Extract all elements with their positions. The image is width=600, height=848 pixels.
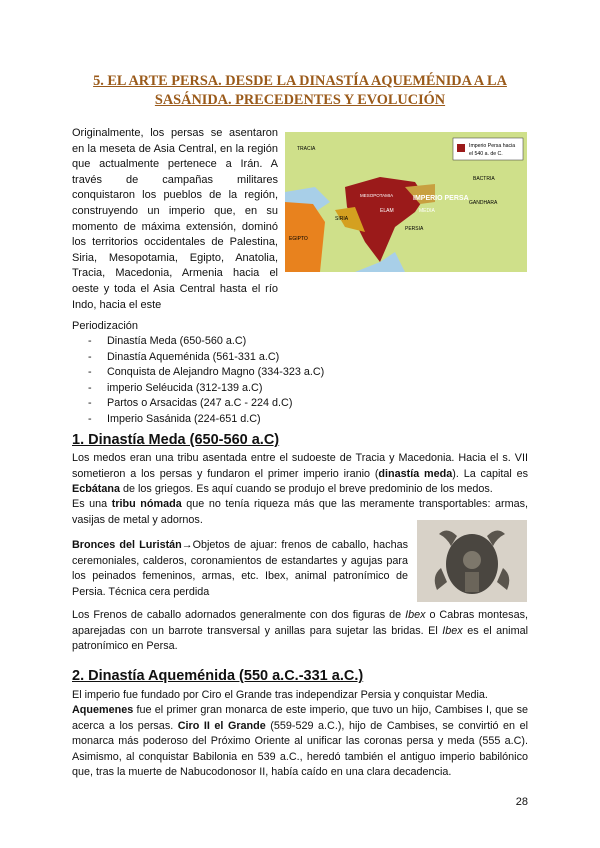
periodizacion-item: - Dinastía Aqueménida (561-331 a.C)	[88, 350, 324, 366]
map-label-tracia: TRACIA	[297, 146, 316, 152]
page-number: 28	[515, 796, 528, 808]
map-legend-line2: el 540 a. de C.	[469, 151, 503, 157]
map-label-elam: ELAM	[380, 208, 394, 214]
section1-paragraph2: Es una tribu nómada que no tenía riqueza más que las meramente transportables: armas, vasijas de metal y adornos.	[72, 498, 528, 526]
map-legend-line1: Imperio Persa hacia	[469, 143, 516, 149]
luristan-bronze-image	[417, 520, 527, 602]
persian-empire-map	[285, 132, 527, 272]
periodizacion-item: - Imperio Sasánida (224-651 d.C)	[88, 412, 324, 428]
map-legend-swatch	[457, 144, 465, 152]
map-label-bactria: BACTRIA	[473, 176, 495, 182]
map-label-egipto: EGIPTO	[289, 236, 308, 242]
page-title: 5. EL ARTE PERSA. DESDE LA DINASTÍA AQUEMÉNIDA A LA SASÁNIDA. PRECEDENTES Y EVOLUCIÓN	[93, 73, 507, 108]
section1-paragraph3: Los Frenos de caballo adornados generalmente con dos figuras de Ibex o Cabras montesas, aparejadas con un barrote transversal y anillas para sujetar las bridas. El Ibex es el animal patronímico en Persa.	[72, 609, 528, 652]
map-label-persia: PERSIA	[405, 226, 424, 232]
map-label-mesopotamia: MESOPOTAMIA	[360, 193, 394, 198]
section2-paragraph1: El imperio fue fundado por Ciro el Grande tras independizar Persia y conquistar Media.	[72, 689, 488, 701]
map-label-media: MEDIA	[419, 208, 435, 214]
section2-heading: 2. Dinastía Aqueménida (550 a.C.-331 a.C.)	[72, 668, 364, 684]
section1-heading: 1. Dinastía Meda (650-560 a.C)	[72, 432, 280, 448]
bronzes-paragraph: Bronces del Luristán→Objetos de ajuar: frenos de caballo, hachas ceremoniales, calderos, coronamientos de estandartes y agujas para los peinados femeninos, armas, etc. Ibex, animal patronímico de Persia. Técnica cera perdida	[72, 539, 408, 598]
map-label-gandhara: GANDHARA	[469, 200, 498, 206]
intro-paragraph: Originalmente, los persas se asentaron en la meseta de Asia Central, en la región que actualmente pertenece a Irán. A través de campañas militares conquistaron los pueblos de la región, construyendo un imperio que, en su momento de máxima extensión, dominó los territorios occidentales de Palestina, Siria, Mesopotamia, Egipto, Anatolia, Tracia, Macedonia, Armenia hacia el oeste y toda el Asia Central hasta el río Indo, hacia el este	[72, 127, 278, 311]
map-label-siria: SIRIA	[335, 216, 349, 222]
periodizacion-item: - Conquista de Alejandro Magno (334-323 a.C)	[88, 365, 324, 381]
periodizacion-item: - Dinastía Meda (650-560 a.C)	[88, 334, 324, 350]
section1-paragraph1: Los medos eran una tribu asentada entre el sudoeste de Tracia y Macedonia. Hacia el s. VII sometieron a los persas y fundaron el primer imperio iranio (dinastía meda). La capital es Ecbátana de los griegos. Es aquí cuando se produjo el breve predominio de los medos.	[72, 452, 528, 495]
periodizacion-label: Periodización	[72, 320, 139, 332]
periodizacion-item: - imperio Seléucida (312-139 a.C)	[88, 381, 324, 397]
map-label-imperio: IMPERIO PERSA	[413, 195, 469, 202]
periodizacion-list	[88, 334, 324, 428]
periodizacion-item: - Partos o Arsacidas (247 a.C - 224 d.C)	[88, 396, 324, 412]
section2-paragraph2: Aquemenes fue el primer gran monarca de este imperio, que tuvo un hijo, Cambises I, que se acerca a los persas. Ciro II el Grande (559-529 a.C.), hijo de Cambises, se convirtió en el monarca más poderoso del Próximo Oriente al unificar las coronas persa y meda (555 a.C). Asimismo, al conquistar Babilonia en 539 a.C., heredó también el antiguo imperio babilónico que, tras la muerte de Nabucodonosor II, había caído en una clara decadencia.	[72, 704, 528, 778]
